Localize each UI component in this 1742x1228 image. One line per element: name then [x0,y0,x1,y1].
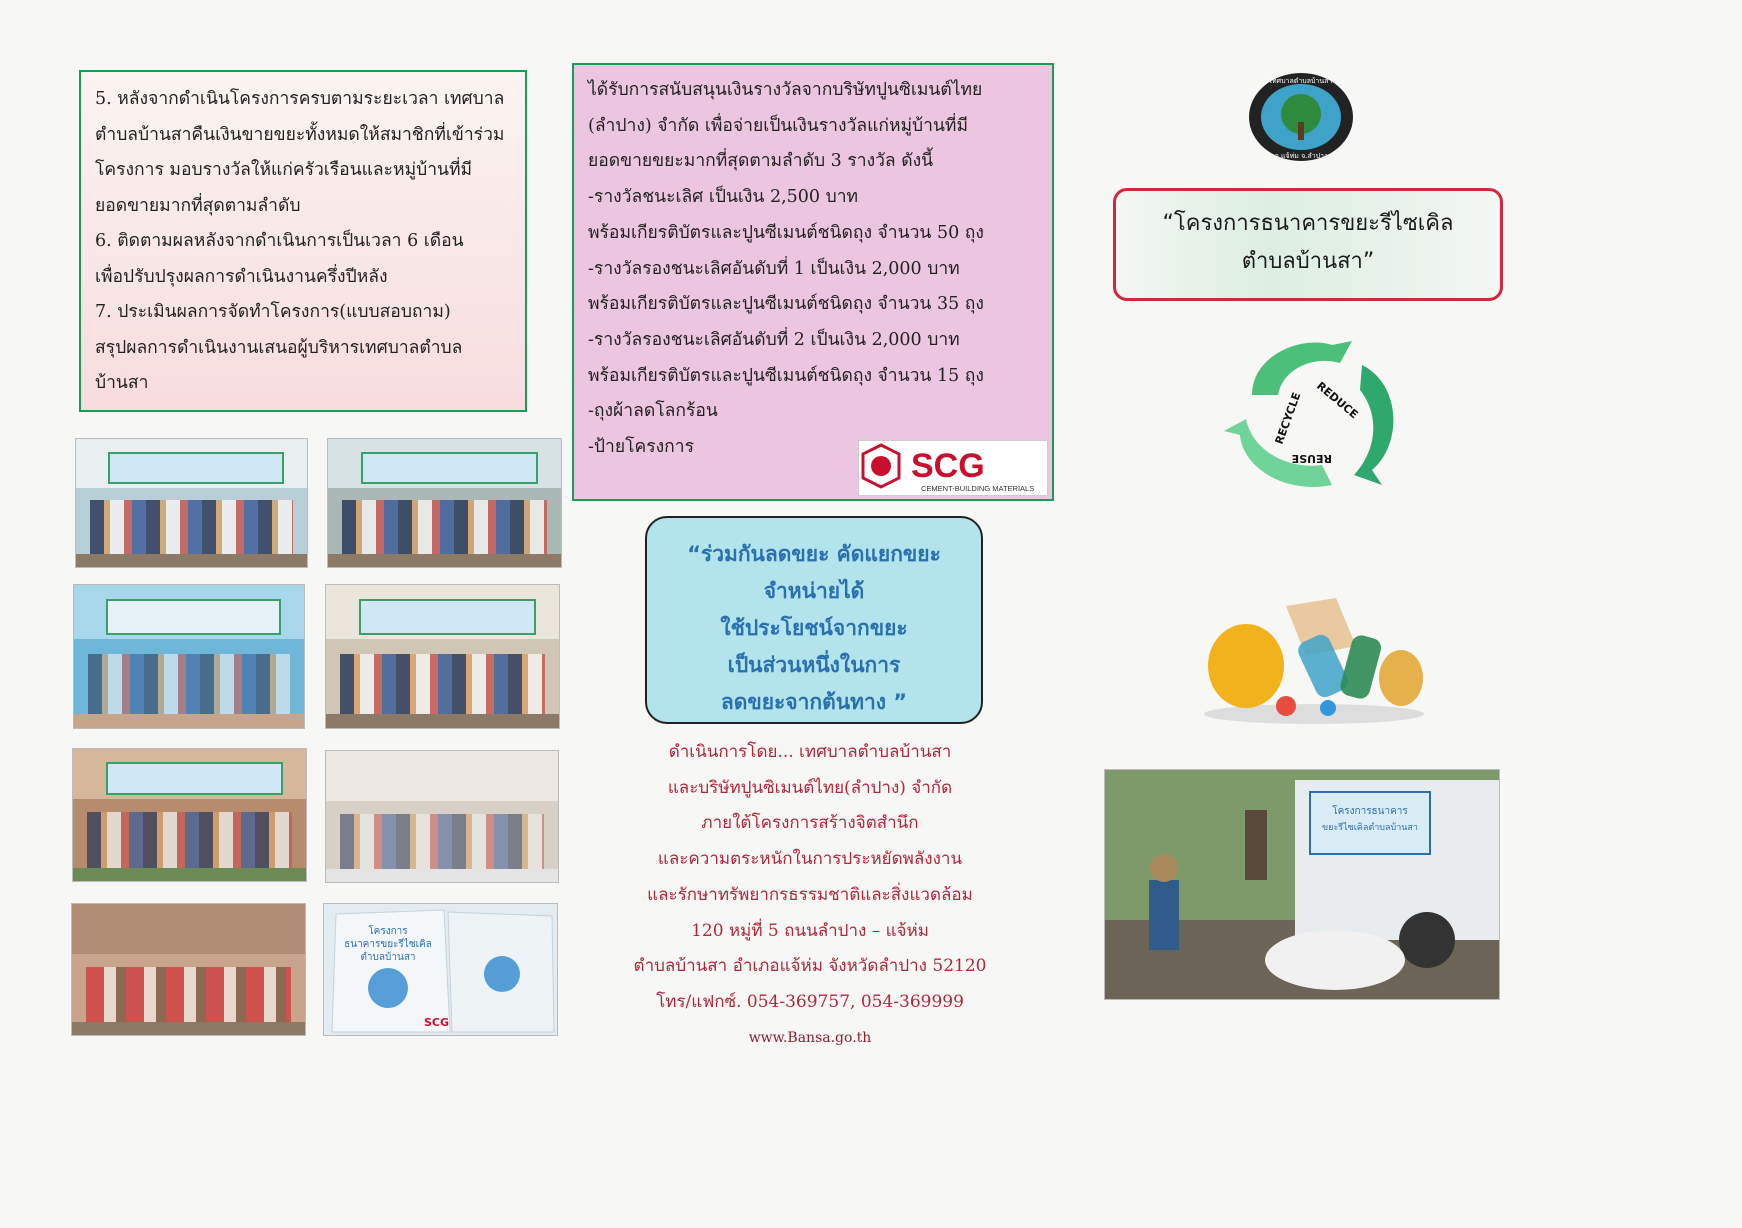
event-photo [75,438,308,568]
award-textbox [572,63,1054,501]
seal-top-text: เทศบาลตำบลบ้านสา [1269,77,1333,85]
bag-text: ตำบลบ้านสา [360,952,416,963]
award-line: -รางวัลชนะเลิศ เป็นเงิน 2,500 บาท [588,187,859,208]
slogan-line: ลดขยะจากต้นทาง ” [720,690,908,714]
steps-line: เพื่อปรับปรุงผลการดำเนินงานครึ่งปีหลัง [95,266,388,287]
event-photo [327,438,562,568]
slogan-line: เป็นส่วนหนึ่งในการ [727,653,901,677]
recycle-hands-graphic [1212,335,1412,495]
truck-sign-text: ขยะรีไซเคิลตำบลบ้านสา [1322,823,1418,833]
steps-line: สรุปผลการดำเนินงานเสนอผู้บริหารเทศบาลตำบล [95,337,463,358]
event-photo [325,750,559,883]
elephant-emblem-icon [871,456,891,476]
phone-line: โทร/แฟกซ์. 054-369757, 054-369999 [656,991,964,1012]
award-line: พร้อมเกียรติบัตรและปูนซีเมนต์ชนิดถุง จำนวน 35 ถุง [588,294,984,315]
scg-bag-logo: SCG [424,1016,450,1029]
slogan-box [645,516,983,724]
bag-photo [323,903,558,1036]
cover-title-line: ตำบลบ้านสา” [1241,249,1375,274]
hand-icon [1252,341,1352,395]
organizer-line: และบริษัทปูนซิเมนต์ไทย(ลำปาง) จำกัด [667,777,953,798]
organizer-contact [580,735,1040,1056]
award-line: พร้อมเกียรติบัตรและปูนซีเมนต์ชนิดถุง จำนวน 15 ถุง [588,365,984,386]
recycle-word: RECYCLE [1272,390,1304,447]
address-line: 120 หมู่ที่ 5 ถนนลำปาง – แจ้ห่ม [691,920,929,941]
municipality-seal [1245,70,1357,164]
event-photo [72,748,307,882]
organizer-line: ภายใต้โครงการสร้างจิตสำนึก [701,813,919,834]
recyclable-waste-image [1196,596,1432,726]
scg-logo-text: SCG [911,447,985,485]
award-line: -รางวัลรองชนะเลิศอันดับที่ 1 เป็นเงิน 2,000 บาท [588,258,960,279]
steps-line: 7. ประเมินผลการจัดทำโครงการ(แบบสอบถาม) [95,302,451,322]
steps-line: โครงการ มอบรางวัลให้แก่ครัวเรือนและหมู่บ้านที่มี [95,160,473,180]
steps-line: 5. หลังจากดำเนินโครงการครบตามระยะเวลา เทศบาล [95,89,505,109]
hand-icon [1354,365,1393,485]
reuse-word: REUSE [1291,452,1332,465]
award-line: -ถุงผ้าลดโลกร้อน [588,401,718,422]
award-line: -รางวัลรองชนะเลิศอันดับที่ 2 เป็นเงิน 2,000 บาท [588,329,960,350]
scg-logo [858,440,1048,496]
award-line: ยอดขายขยะมากที่สุดตามลำดับ 3 รางวัล ดังนี้ [588,151,934,172]
event-photo [73,584,305,729]
award-line: -ป้ายโครงการ [588,437,694,458]
organizer-line: ดำเนินการโดย... เทศบาลตำบลบ้านสา [668,742,952,762]
collection-truck-photo [1104,769,1500,1000]
seal-bottom-text: อ.แจ้ห่ม จ.ลำปาง [1274,152,1328,160]
steps-line: 6. ติดตามผลหลังจากดำเนินการเป็นเวลา 6 เดือน [95,231,464,251]
award-line: พร้อมเกียรติบัตรและปูนซีเมนต์ชนิดถุง จำนวน 50 ถุง [588,222,984,243]
organizer-line: และรักษาทรัพยากรธรรมชาติและสิ่งแวดล้อม [647,884,973,905]
reduce-word: REDUCE [1314,379,1361,422]
website-link[interactable]: www.Bansa.go.th [748,1029,872,1046]
cloth-bags-image [324,904,557,1035]
slogan-line: จำหน่ายได้ [763,579,865,603]
steps-line: ตำบลบ้านสาคืนเงินขายขยะทั้งหมดให้สมาชิกที่เข้าร่วม [95,124,505,145]
award-line: ได้รับการสนับสนุนเงินรางวัลจากบริษัทปูนซิเมนต์ไทย [588,80,983,100]
slogan-line: “ร่วมกันลดขยะ คัดแยกขยะ [687,542,941,566]
event-photo [71,903,306,1036]
bag-text: ธนาคารขยะรีไซเคิล [344,939,432,950]
steps-line: บ้านสา [95,373,149,393]
cover-title-box [1113,188,1503,301]
cover-title-line: “โครงการธนาคารขยะรีไซเคิล [1162,211,1454,236]
address-line: ตำบลบ้านสา อำเภอแจ้ห่ม จังหวัดลำปาง 52120 [633,956,987,977]
bag-text: โครงการ [368,926,408,937]
scg-logo-subtext: CEMENT-BUILDING MATERIALS [921,484,1035,493]
steps-textbox [79,70,527,412]
organizer-line: และความตระหนักในการประหยัดพลังงาน [657,849,963,870]
steps-line: ยอดขายมากที่สุดตามลำดับ [95,195,301,216]
event-photo [325,584,560,729]
slogan-line: ใช้ประโยชน์จากขยะ [720,616,908,640]
truck-sign-text: โครงการธนาคาร [1332,806,1408,817]
award-line: (ลำปาง) จำกัด เพื่อจ่ายเป็นเงินรางวัลแก่หมู่บ้านที่มี [588,115,968,136]
